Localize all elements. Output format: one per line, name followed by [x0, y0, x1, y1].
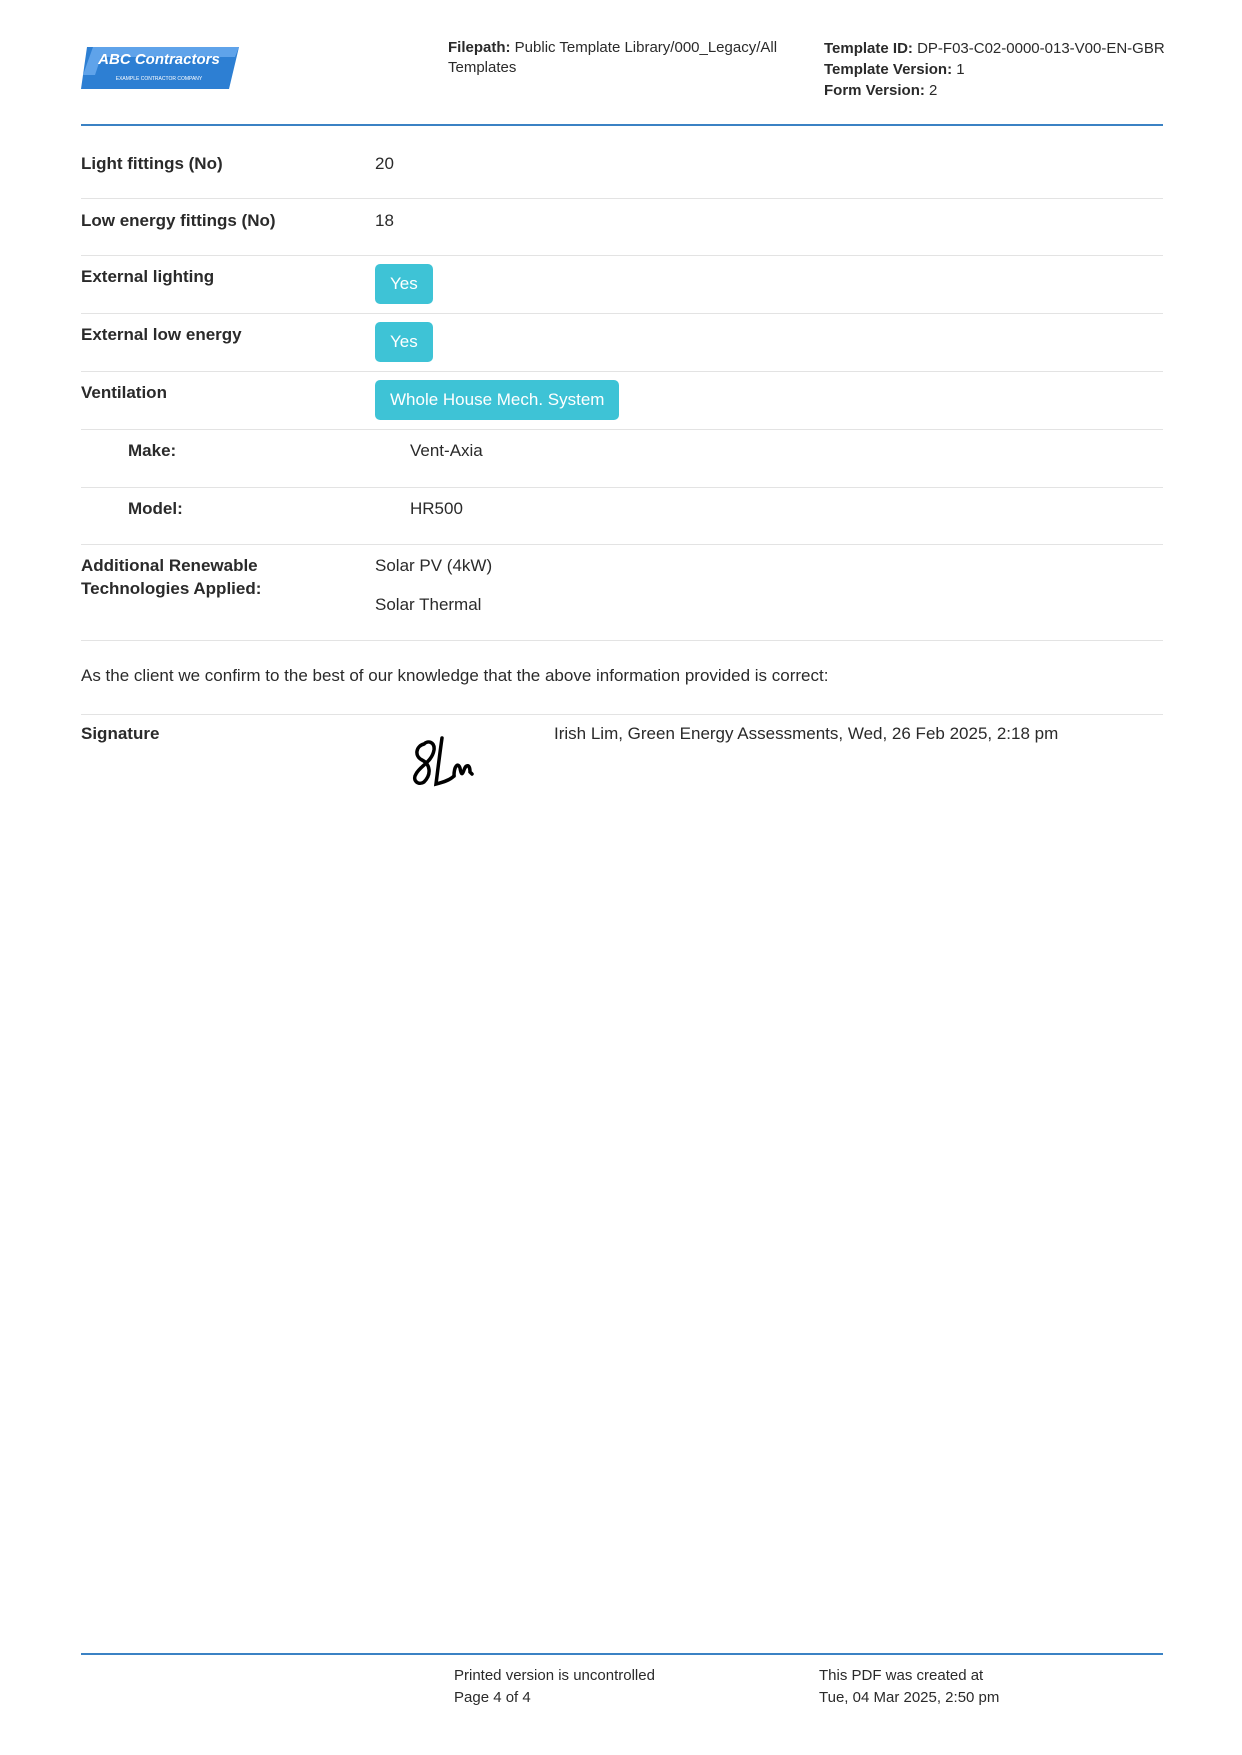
light-fittings-value: 20 — [375, 154, 394, 173]
row-light-fittings — [81, 142, 1163, 199]
filepath-label: Filepath: — [448, 39, 511, 56]
template-id-label: Template ID: — [824, 40, 913, 57]
low-energy-fittings-value: 18 — [375, 211, 394, 230]
row-make — [81, 430, 1163, 488]
svg-text:ABC Contractors: ABC Contractors — [98, 51, 220, 68]
created-label: This PDF was created at — [819, 1667, 984, 1684]
low-energy-fittings-label: Low energy fittings (No) — [81, 211, 276, 230]
ventilation-badge: Whole House Mech. System — [375, 380, 619, 420]
external-lighting-badge: Yes — [375, 264, 433, 304]
divider — [81, 714, 1163, 715]
form-version-label: Form Version: — [824, 82, 925, 99]
row-external-lighting — [81, 256, 1163, 314]
renewable-item: Solar PV (4kW) — [375, 556, 493, 575]
form-fields — [81, 142, 1163, 641]
renewables-label — [81, 554, 261, 600]
light-fittings-label: Light fittings (No) — [81, 154, 223, 173]
uncontrolled-notice: Printed version is uncontrolled — [454, 1667, 655, 1684]
created-timestamp: Tue, 04 Mar 2025, 2:50 pm — [819, 1689, 1000, 1706]
row-low-energy-fittings — [81, 199, 1163, 256]
ventilation-label: Ventilation — [81, 383, 167, 402]
handwritten-signature — [410, 734, 476, 790]
print-status-block — [454, 1665, 655, 1709]
renewables-values — [375, 554, 492, 616]
svg-text:EXAMPLE CONTRACTOR COMPANY: EXAMPLE CONTRACTOR COMPANY — [115, 76, 203, 82]
creation-info-block — [819, 1665, 999, 1709]
filepath-block — [448, 38, 788, 78]
renewables-label-line1: Additional Renewable — [81, 556, 258, 575]
renewable-item: Solar Thermal — [375, 595, 482, 614]
renewables-label-line2: Technologies Applied: — [81, 579, 262, 598]
signer-details: Irish Lim, Green Energy Assessments, Wed, 26 Feb 2025, 2:18 pm — [554, 724, 1059, 743]
make-value: Vent-Axia — [410, 441, 483, 460]
external-lighting-label: External lighting — [81, 267, 215, 286]
filepath-value: Public Template Library/000_Legacy/All — [514, 39, 778, 56]
row-external-low-energy — [81, 314, 1163, 372]
model-label: Model: — [128, 499, 183, 518]
external-low-energy-badge: Yes — [375, 322, 433, 362]
filepath-value-line2: Templates — [448, 59, 517, 76]
make-label: Make: — [128, 441, 177, 460]
form-version-value: 2 — [929, 82, 938, 99]
row-model — [81, 488, 1163, 545]
template-id-value: DP-F03-C02-0000-013-V00-EN-GBR — [917, 40, 1165, 57]
template-meta-block — [824, 38, 1164, 101]
template-version-value: 1 — [956, 61, 965, 78]
model-value: HR500 — [410, 499, 463, 518]
external-low-energy-label: External low energy — [81, 325, 242, 344]
signature-label: Signature — [81, 724, 160, 743]
document-footer — [81, 1653, 1163, 1706]
page-number: Page 4 of 4 — [454, 1689, 531, 1706]
abc-contractors-logo — [81, 45, 239, 91]
row-renewables — [81, 545, 1163, 641]
template-version-label: Template Version: — [824, 61, 953, 78]
row-ventilation — [81, 372, 1163, 430]
document-header — [81, 36, 1163, 126]
client-confirmation-text: As the client we confirm to the best of our knowledge that the above information provided is correct: — [81, 666, 829, 685]
